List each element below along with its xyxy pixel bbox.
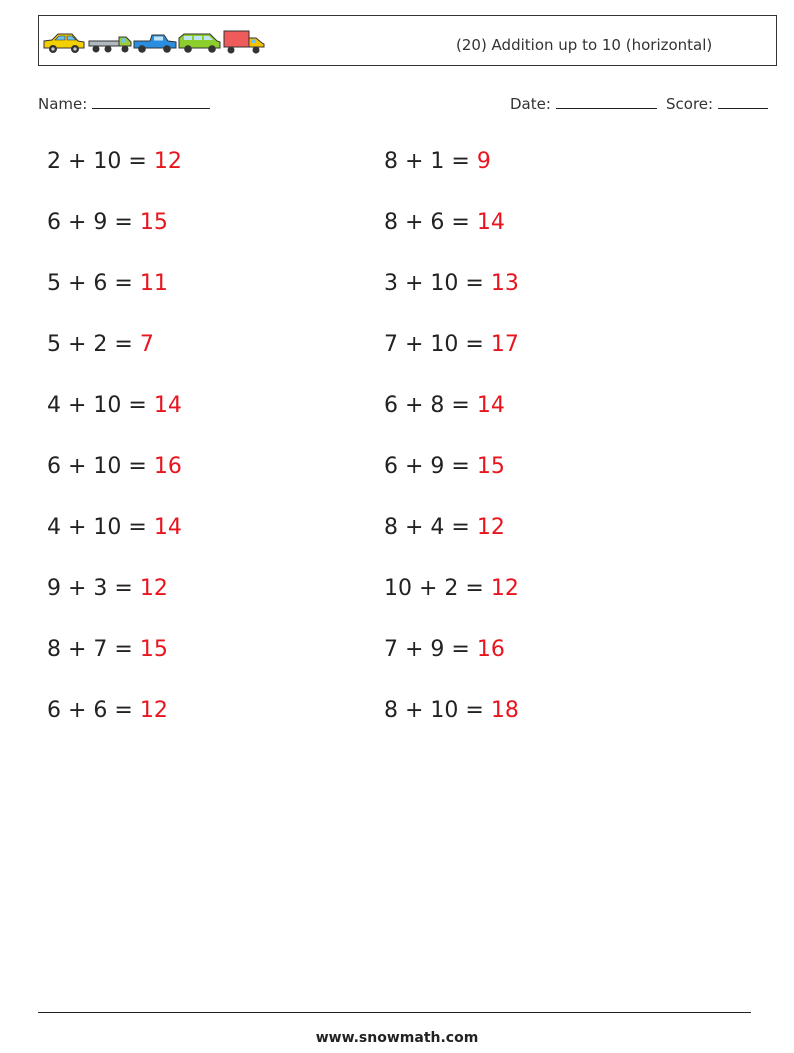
flatbed-truck-icon xyxy=(89,37,131,53)
problem-item xyxy=(47,637,168,662)
problem-question: 7 + 9 = xyxy=(384,637,477,662)
problem-answer: 12 xyxy=(153,149,182,174)
score-field[interactable] xyxy=(666,94,768,113)
problem-question: 8 + 6 = xyxy=(384,210,477,235)
problem-question: 4 + 10 = xyxy=(47,393,154,418)
problem-item xyxy=(47,332,154,357)
problem-item xyxy=(384,393,505,418)
red-box-truck-icon xyxy=(224,31,264,54)
problem-question: 2 + 10 = xyxy=(47,149,154,174)
problem-question: 5 + 2 = xyxy=(47,332,140,357)
problem-item xyxy=(384,576,519,601)
problem-question: 6 + 9 = xyxy=(384,454,477,479)
problem-item xyxy=(47,149,182,174)
yellow-car-icon xyxy=(44,34,84,53)
problem-answer: 12 xyxy=(139,576,168,601)
problem-question: 10 + 2 = xyxy=(384,576,491,601)
problem-answer: 12 xyxy=(476,515,505,540)
problem-answer: 9 xyxy=(476,149,491,174)
problem-question: 4 + 10 = xyxy=(47,515,154,540)
problem-item xyxy=(384,271,519,296)
problem-item xyxy=(47,271,168,296)
date-label: Date: xyxy=(510,95,551,113)
problem-answer: 14 xyxy=(476,210,505,235)
blue-pickup-icon xyxy=(134,35,176,53)
problem-item xyxy=(47,698,168,723)
footer-divider xyxy=(38,1012,751,1013)
problem-answer: 7 xyxy=(139,332,154,357)
problem-question: 8 + 1 = xyxy=(384,149,477,174)
problem-answer: 14 xyxy=(476,393,505,418)
problem-answer: 18 xyxy=(490,698,519,723)
problem-item xyxy=(384,149,491,174)
date-blank-line[interactable] xyxy=(556,94,657,109)
name-blank-line[interactable] xyxy=(92,94,210,109)
problem-item xyxy=(47,210,168,235)
problem-answer: 14 xyxy=(153,515,182,540)
score-blank-line[interactable] xyxy=(718,94,768,109)
header-box xyxy=(38,15,777,66)
problem-answer: 16 xyxy=(153,454,182,479)
problem-question: 6 + 10 = xyxy=(47,454,154,479)
problem-question: 6 + 8 = xyxy=(384,393,477,418)
problem-question: 7 + 10 = xyxy=(384,332,491,357)
problem-item xyxy=(384,454,505,479)
problem-item xyxy=(384,515,505,540)
name-field[interactable] xyxy=(38,94,210,113)
problem-answer: 14 xyxy=(153,393,182,418)
problem-answer: 13 xyxy=(490,271,519,296)
problem-answer: 12 xyxy=(139,698,168,723)
score-label: Score: xyxy=(666,95,714,113)
problem-item xyxy=(384,698,519,723)
worksheet-title: (20) Addition up to 10 (horizontal) xyxy=(456,36,713,54)
problem-item xyxy=(47,515,182,540)
footer-site-link[interactable]: www.snowmath.com xyxy=(315,1030,479,1046)
problem-question: 3 + 10 = xyxy=(384,271,491,296)
problem-question: 6 + 6 = xyxy=(47,698,140,723)
vehicle-strip xyxy=(42,30,267,56)
name-label: Name: xyxy=(38,95,88,113)
problem-answer: 15 xyxy=(139,210,168,235)
problem-answer: 15 xyxy=(139,637,168,662)
problem-item xyxy=(384,210,505,235)
problem-answer: 17 xyxy=(490,332,519,357)
problem-answer: 16 xyxy=(476,637,505,662)
problem-answer: 11 xyxy=(139,271,168,296)
problem-question: 8 + 4 = xyxy=(384,515,477,540)
problem-answer: 12 xyxy=(490,576,519,601)
problem-question: 8 + 10 = xyxy=(384,698,491,723)
problem-answer: 15 xyxy=(476,454,505,479)
problem-item xyxy=(47,454,182,479)
problem-item xyxy=(384,637,505,662)
green-van-icon xyxy=(179,34,220,53)
problem-question: 6 + 9 = xyxy=(47,210,140,235)
problem-item xyxy=(47,576,168,601)
problem-item xyxy=(384,332,519,357)
problem-question: 8 + 7 = xyxy=(47,637,140,662)
problem-item xyxy=(47,393,182,418)
date-field[interactable] xyxy=(510,94,657,113)
problem-question: 9 + 3 = xyxy=(47,576,140,601)
problem-question: 5 + 6 = xyxy=(47,271,140,296)
